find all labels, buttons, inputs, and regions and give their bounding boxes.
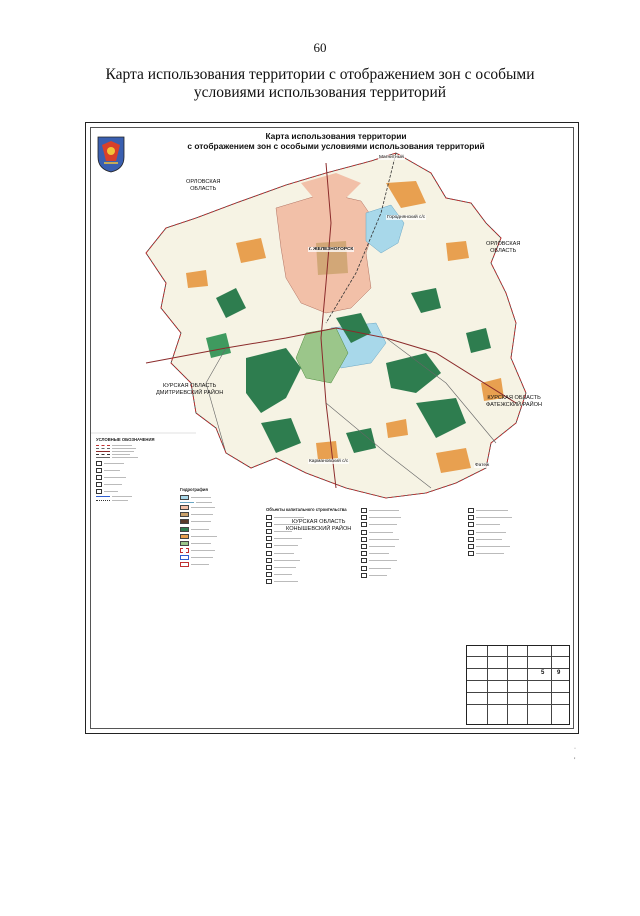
stamp-grid-line [467,680,569,681]
place-label-magnitny: Магнитный [379,155,404,160]
school-icon [266,522,272,527]
title-block-stamp [466,645,570,725]
legend-item [180,527,260,532]
pipeline-line-icon [96,500,110,501]
legend-text-placeholder [274,560,300,561]
forest-swatch [180,527,189,532]
legend-text-placeholder [112,500,128,501]
water-swatch [180,495,189,500]
legend-text-placeholder [369,517,401,518]
stamp-grid-line [467,704,569,705]
monument-icon [361,566,367,571]
legend-item [180,519,260,524]
legend-item [361,522,451,527]
legend-item [468,515,568,520]
legend-text-placeholder [369,510,399,511]
stamp-sheet-total: 9 [557,670,561,676]
well-icon [468,522,474,527]
livestock-icon [361,522,367,527]
treatment-plant-icon [361,558,367,563]
legend-text-placeholder [112,454,130,455]
legend-text-placeholder [191,536,217,537]
legend-text-placeholder [104,463,124,464]
place-label-fatezh: Фатеж [475,463,490,468]
legend-item [96,461,176,466]
legend-item [361,573,451,578]
fuel-station-icon [96,468,102,473]
border-swatch [180,562,189,567]
road-service-icon [468,508,474,513]
boiler-house-icon [468,530,474,535]
legend-column-3 [266,508,356,586]
legend-text-placeholder [274,581,298,582]
urban-swatch [180,505,189,510]
legend-item [266,529,356,534]
substation-icon [96,475,102,480]
region-label-line: ОБЛАСТЬ [190,185,217,192]
legend-item [180,562,260,567]
stamp-sheet-number: 5 [541,670,545,676]
factory-icon [361,508,367,513]
legend-item [180,534,260,539]
legend-item [96,445,176,446]
legend-item [266,522,356,527]
legend-text-placeholder [369,539,399,540]
place-label-zheleznogorsk: г. ЖЕЛЕЗНОГОРСК [309,247,354,252]
legend-hydro-heading: Гидрография [180,487,208,492]
kindergarten-icon [266,536,272,541]
landfill-icon [361,544,367,549]
legend-item [180,512,260,517]
legend-text-placeholder [476,524,500,525]
stamp-grid-line [527,646,528,724]
map-title-line-1: Карта использования территории [265,131,407,141]
legend-text-placeholder [476,539,502,540]
legend-text-placeholder [112,496,132,497]
legend-text-placeholder [191,557,213,558]
boundary-line-icon [96,448,110,449]
legend-column-4 [361,508,451,580]
region-label-line: ОРЛОВСКАЯ [186,179,221,185]
region-label-line: КУРСКАЯ ОБЛАСТЬ [487,395,541,401]
legend-text-placeholder [191,514,213,515]
legend-item [96,489,176,494]
legend-text-placeholder [112,457,138,458]
scan-marks: · , [574,746,576,760]
region-label-line: ФАТЕЖСКИЙ РАЙОН [486,401,543,408]
land-use-map [86,123,579,734]
legend-text-placeholder [191,507,215,508]
region-label-line: КОНЫШЕВСКИЙ РАЙОН [286,525,352,532]
region-label-line: КУРСКАЯ ОБЛАСТЬ [162,383,217,389]
legend-text-placeholder [476,532,506,533]
quarry-icon [361,537,367,542]
legend-text-placeholder [369,532,393,533]
legend-text-placeholder [104,477,126,478]
legend-item [96,482,176,487]
legend-text-placeholder [191,564,209,565]
document-title-line-2: условиями использования территорий [193,84,447,101]
legend-item [96,500,176,501]
hospital-icon [266,515,272,520]
legend-text-placeholder [369,560,397,561]
legend-text-placeholder [104,491,118,492]
region-label-orel-north [186,179,220,192]
region-label-kursk-dmitriev [156,383,223,396]
legend-column-5 [468,508,568,558]
legend-text-placeholder [476,517,512,518]
legend-text-placeholder [369,524,397,525]
legend-text-placeholder [476,510,508,511]
page-number: 60 [313,40,327,55]
culture-house-icon [266,543,272,548]
legend-item [266,551,356,556]
legend-item [180,505,260,510]
stamp-grid-line [487,646,488,724]
legend-item [266,515,356,520]
shop-icon [266,572,272,577]
legend-item [180,555,260,560]
legend-item [468,530,568,535]
place-label-gorodnyansky: Городнянский с/с [387,215,426,220]
legend-item [468,537,568,542]
legend-text-placeholder [274,531,292,532]
legend-text-placeholder [274,567,296,568]
water-tower-icon [96,482,102,487]
police-icon [468,551,474,556]
legend-item [180,502,260,503]
legend-text-placeholder [274,545,298,546]
legend-item [361,508,451,513]
region-label-line: ОБЛАСТЬ [490,247,517,254]
railway-line-icon [96,454,110,455]
library-icon [266,529,272,534]
legend-heading: УСЛОВНЫЕ ОБОЗНАЧЕНИЯ [96,437,155,442]
warehouse-icon [361,530,367,535]
legend-text-placeholder [191,529,209,530]
region-label-line: ДМИТРИЕВСКИЙ РАЙОН [156,389,224,396]
bus-station-icon [96,461,102,466]
antenna-icon [96,489,102,494]
legend-text-placeholder [274,574,292,575]
legend-text-placeholder [112,448,136,449]
legend-item [96,457,176,458]
legend-text-placeholder [191,543,211,544]
region-label-kursk-fatezh [486,395,542,408]
pharmacy-icon [266,579,272,584]
legend-item [96,496,176,497]
map-sheet [85,122,579,734]
legend-text-placeholder [274,538,302,539]
legend-item [96,475,176,480]
farm-icon [361,515,367,520]
region-label-orel-east [486,241,520,254]
region-label-line: КУРСКАЯ ОБЛАСТЬ [291,519,346,525]
place-label-karmanovsky: Кармановский с/с [309,459,349,464]
legend-item [96,468,176,473]
legend-text-placeholder [191,497,211,498]
bridge-icon [468,515,474,520]
gas-station-icon [468,537,474,542]
legend-text-placeholder [369,575,387,576]
legend-text-placeholder [104,470,120,471]
legend-text-placeholder [191,550,215,551]
legend-item [361,515,451,520]
stamp-grid-line [467,656,569,657]
legend-item [468,522,568,527]
legend-text-placeholder [369,553,389,554]
legend-item [96,448,176,449]
highway-line-icon [96,451,110,452]
industrial-swatch [180,512,189,517]
legend-text-placeholder [112,451,134,452]
legend-text-placeholder [369,568,391,569]
legend-item [96,451,176,452]
legend-text-placeholder [191,521,211,522]
legend-text-placeholder [274,553,294,554]
sanitary-zone-swatch [180,548,189,553]
stamp-grid-line [467,668,569,669]
legend-item [266,536,356,541]
legend-text-placeholder [104,484,122,485]
legend-text-placeholder [274,517,304,518]
sports-icon [266,551,272,556]
legend-item [361,530,451,535]
cemetery-icon [361,551,367,556]
legend-text-placeholder [476,546,510,547]
legend-item [361,537,451,542]
document-title-line-1: Карта использования территории с отображением зон с особыми [105,66,535,83]
legend-column-2 [180,488,260,570]
water-protection-swatch [180,555,189,560]
legend-item [468,551,568,556]
legend-text-placeholder [196,502,212,503]
stamp-grid-line [551,646,552,724]
road-line-icon [96,457,110,458]
legend-item [266,579,356,584]
legend-item [361,551,451,556]
agriculture-area [446,241,469,261]
legend-item [361,566,451,571]
legend-item [180,548,260,553]
power-line-icon [96,496,110,497]
legend-item [180,541,260,546]
agriculture-area [316,441,338,460]
legend-item [266,565,356,570]
legend-text-placeholder [476,553,504,554]
stamp-grid-line [467,692,569,693]
map-title-line-2: с отображением зон с особыми условиями использования территорий [187,141,485,151]
legend-facilities-heading: Объекты капитального строительства [266,507,347,512]
document-title [60,66,580,102]
stamp-grid-line [507,646,508,724]
protected-zone-swatch [180,541,189,546]
legend-item [468,544,568,549]
legend-item [361,544,451,549]
agriculture-area [186,270,208,288]
post-office-icon [266,565,272,570]
region-label-line: ОРЛОВСКАЯ [486,241,521,247]
fire-station-icon [468,544,474,549]
boundary-line-icon [96,445,110,446]
legend-item [266,572,356,577]
legend-item [266,558,356,563]
legend-text-placeholder [369,546,395,547]
legend-text-placeholder [112,445,132,446]
legend-item [96,454,176,455]
legend-item [468,508,568,513]
legend-item [361,558,451,563]
agriculture-swatch [180,534,189,539]
legend-text-placeholder [274,524,300,525]
legend-item [180,495,260,500]
river-line-icon [180,502,194,503]
legend-item [266,543,356,548]
legend-column-1 [96,438,176,503]
church-icon [361,573,367,578]
administration-icon [266,558,272,563]
special-zone-swatch [180,519,189,524]
